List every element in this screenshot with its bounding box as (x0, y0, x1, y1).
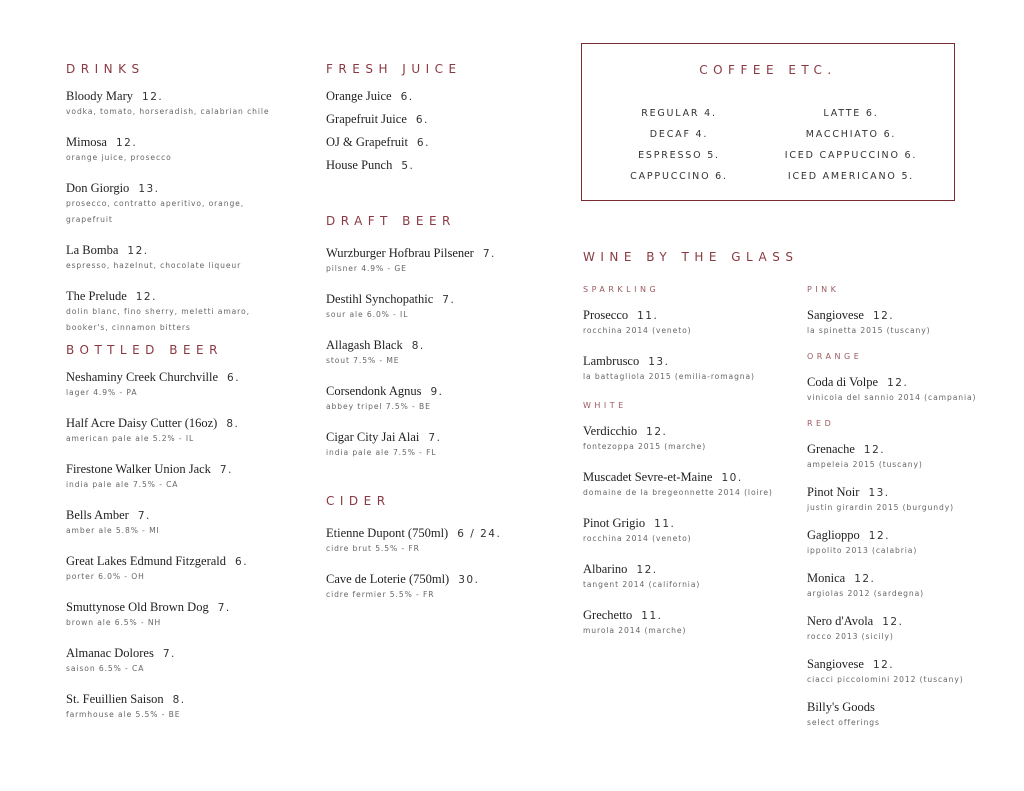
item-name-line (583, 423, 803, 439)
menu-item (807, 527, 1017, 559)
item-name: Grapefruit Juice (326, 112, 407, 126)
item-name-line (807, 656, 1017, 672)
item-price: 6. (227, 372, 241, 384)
item-name: OJ & Grapefruit (326, 135, 408, 149)
item-name: Grechetto (583, 608, 633, 622)
item-name-line (807, 374, 1017, 390)
item-name-line (66, 645, 306, 661)
menu-item (583, 469, 803, 501)
item-price: 30. (458, 574, 480, 586)
item-description: select offerings (807, 718, 880, 727)
menu-item (66, 369, 306, 401)
item-name: Sangiovese (807, 657, 864, 671)
item-name: Muscadet Sevre-et-Maine (583, 470, 713, 484)
item-description: prosecco, contratto aperitivo, orange, (66, 199, 245, 208)
coffee-list-left (604, 103, 754, 187)
item-description: india pale ale 7.5% - FL (326, 448, 437, 457)
draft-beer-section (326, 211, 566, 475)
item-name-line (326, 245, 566, 261)
section-title: BOTTLED BEER (66, 343, 223, 357)
menu-item (583, 423, 803, 455)
menu-item (807, 307, 1017, 339)
item-price: 11. (654, 518, 676, 530)
item-price: 8. (411, 340, 425, 352)
item-description: abbey tripel 7.5% - BE (326, 402, 431, 411)
item-price: 12. (863, 444, 886, 456)
wine-category-label: PINK (807, 285, 840, 294)
item-description: rocchina 2014 (veneto) (583, 326, 692, 335)
item-price: 8. (172, 694, 186, 706)
menu-item (583, 607, 803, 639)
item-description: vodka, tomato, horseradish, calabrian chile (66, 107, 270, 116)
item-description: ippolito 2013 (calabria) (807, 546, 918, 555)
menu-item (583, 515, 803, 547)
item-name: Cave de Loterie (750ml) (326, 572, 450, 586)
bottled-beer-section (66, 340, 306, 737)
item-description: argiolas 2012 (sardegna) (807, 589, 924, 598)
item-name: La Bomba (66, 243, 119, 257)
menu-item (583, 307, 803, 339)
menu-item (326, 525, 566, 557)
item-description: stout 7.5% - ME (326, 356, 400, 365)
item-name-line (326, 88, 566, 104)
menu-item (66, 553, 306, 585)
menu-item (326, 291, 566, 323)
item-price: 13. (648, 356, 670, 368)
item-price: 7. (482, 248, 496, 260)
item-name-line (66, 415, 306, 431)
item-name-line (66, 134, 306, 150)
item-description: ciacci piccolomini 2012 (tuscany) (807, 675, 964, 684)
coffee-item: DECAF 4. (649, 129, 709, 140)
menu-item (66, 461, 306, 493)
item-name: Smuttynose Old Brown Dog (66, 600, 209, 614)
item-description: ampeleia 2015 (tuscany) (807, 460, 923, 469)
item-name-line (807, 699, 1017, 715)
item-price: 11. (637, 310, 659, 322)
menu-item (807, 484, 1017, 516)
section-title: CIDER (326, 494, 391, 508)
item-price: 13. (138, 183, 160, 195)
item-price: 6. (416, 137, 430, 149)
menu-item (807, 656, 1017, 688)
item-name-line (326, 157, 566, 173)
item-price: 12. (646, 426, 668, 438)
item-name-line (583, 469, 803, 485)
wine-category-label: ORANGE (807, 352, 863, 361)
wine-category-label: RED (807, 419, 835, 428)
item-price: 7. (428, 432, 442, 444)
item-name: Neshaminy Creek Churchville (66, 370, 219, 384)
item-price: 7. (162, 648, 176, 660)
item-price: 12. (636, 564, 658, 576)
item-name-line (66, 599, 306, 615)
item-name-line (326, 111, 566, 127)
menu-item (66, 645, 306, 677)
menu-item (326, 337, 566, 369)
item-description: orange juice, prosecco (66, 153, 172, 162)
item-name: Don Giorgio (66, 181, 130, 195)
item-price: 12. (882, 616, 904, 628)
item-name: The Prelude (66, 289, 127, 303)
item-name-line (326, 525, 566, 541)
coffee-item: MACCHIATO 6. (805, 129, 897, 140)
item-name-line (66, 288, 306, 304)
menu-item (66, 415, 306, 447)
item-price: 6 / 24. (457, 528, 502, 540)
item-name-line (326, 429, 566, 445)
item-name: Albarino (583, 562, 628, 576)
item-name-line (807, 613, 1017, 629)
item-name: Destihl Synchopathic (326, 292, 434, 306)
menu-item (807, 613, 1017, 645)
item-description: porter 6.0% - OH (66, 572, 145, 581)
item-name-line (66, 507, 306, 523)
item-name: Firestone Walker Union Jack (66, 462, 211, 476)
item-name: Coda di Volpe (807, 375, 879, 389)
item-name: St. Feuillien Saison (66, 692, 164, 706)
menu-item (66, 180, 306, 228)
item-description: brown ale 6.5% - NH (66, 618, 162, 627)
item-name: Pinot Grigio (583, 516, 646, 530)
item-name: Allagash Black (326, 338, 403, 352)
item-name: Wurzburger Hofbrau Pilsener (326, 246, 474, 260)
item-price: 11. (641, 610, 663, 622)
item-description: la battagliola 2015 (emilia-romagna) (583, 372, 755, 381)
menu-item (583, 353, 803, 385)
item-name: Verdicchio (583, 424, 638, 438)
item-name-line (583, 561, 803, 577)
menu-item (326, 245, 566, 277)
item-name: Etienne Dupont (750ml) (326, 526, 449, 540)
item-name-line (583, 353, 803, 369)
item-name-line (326, 337, 566, 353)
section-title: DRAFT BEER (326, 214, 456, 228)
coffee-item: ICED AMERICANO 5. (787, 171, 915, 182)
item-name: House Punch (326, 158, 393, 172)
item-description: cidre fermier 5.5% - FR (326, 590, 435, 599)
item-price: 10. (721, 472, 743, 484)
item-price: 7. (137, 510, 151, 522)
item-name-line (807, 307, 1017, 323)
menu-item (326, 429, 566, 461)
item-price: 6. (235, 556, 249, 568)
item-description: lager 4.9% - PA (66, 388, 138, 397)
item-name-line (326, 291, 566, 307)
item-description: amber ale 5.8% - MI (66, 526, 160, 535)
item-name: Great Lakes Edmund Fitzgerald (66, 554, 227, 568)
item-name: Gaglioppo (807, 528, 860, 542)
menu-item (66, 599, 306, 631)
menu-item (583, 561, 803, 593)
menu-item (66, 242, 306, 274)
item-description: american pale ale 5.2% - IL (66, 434, 195, 443)
wine-list-left (583, 279, 803, 653)
menu-item (66, 691, 306, 723)
item-name-line (807, 527, 1017, 543)
item-name: Orange Juice (326, 89, 392, 103)
item-description: vinicola del sannio 2014 (campania) (807, 393, 977, 402)
item-price: 12. (135, 291, 157, 303)
item-price: 12. (887, 377, 909, 389)
item-price: 12. (854, 573, 876, 585)
coffee-box (581, 43, 955, 201)
item-description: rocco 2013 (sicily) (807, 632, 894, 641)
menu-item (326, 571, 566, 603)
item-price: 7. (219, 464, 233, 476)
menu-item (807, 441, 1017, 473)
item-description: murola 2014 (marche) (583, 626, 687, 635)
item-name: Prosecco (583, 308, 629, 322)
item-description: fontezoppa 2015 (marche) (583, 442, 707, 451)
coffee-item: REGULAR 4. (641, 108, 717, 119)
item-name-line (326, 383, 566, 399)
coffee-list-right (758, 103, 944, 187)
item-name: Half Acre Daisy Cutter (16oz) (66, 416, 218, 430)
item-description: dolin blanc, fino sherry, meletti amaro, (66, 307, 250, 316)
menu-item (326, 88, 566, 104)
menu-item (326, 157, 566, 173)
item-price: 7. (217, 602, 231, 614)
item-description: rocchina 2014 (veneto) (583, 534, 692, 543)
item-description: india pale ale 7.5% - CA (66, 480, 179, 489)
item-description: cidre brut 5.5% - FR (326, 544, 420, 553)
menu-item (66, 507, 306, 539)
wine-category-label: WHITE (583, 401, 627, 410)
menu-item (66, 134, 306, 166)
item-name-line (66, 553, 306, 569)
item-name-line (583, 307, 803, 323)
item-name: Corsendonk Agnus (326, 384, 422, 398)
item-name: Nero d'Avola (807, 614, 874, 628)
item-price: 5. (401, 160, 415, 172)
item-name-line (66, 242, 306, 258)
menu-item (326, 134, 566, 150)
item-name-line (66, 369, 306, 385)
item-name-line (66, 180, 306, 196)
menu-item (66, 88, 306, 120)
section-title: WINE BY THE GLASS (583, 250, 799, 264)
menu-item (326, 111, 566, 127)
item-name-line (807, 484, 1017, 500)
item-price: 13. (868, 487, 890, 499)
coffee-item: LATTE 6. (823, 108, 879, 119)
item-name: Bells Amber (66, 508, 129, 522)
item-price: 7. (442, 294, 456, 306)
item-description: domaine de la bregeonnette 2014 (loire) (583, 488, 773, 497)
item-price: 6. (400, 91, 414, 103)
wine-section-title-wrap (583, 247, 798, 267)
item-name: Billy's Goods (807, 700, 875, 714)
coffee-item: ICED CAPPUCCINO 6. (784, 150, 918, 161)
item-name: Grenache (807, 442, 855, 456)
item-description: booker's, cinnamon bitters (66, 323, 191, 332)
item-description: pilsner 4.9% - GE (326, 264, 407, 273)
fresh-juice-section (326, 59, 566, 180)
item-name: Sangiovese (807, 308, 864, 322)
item-price: 12. (142, 91, 164, 103)
section-title: COFFEE ETC. (699, 63, 837, 77)
item-name-line (66, 461, 306, 477)
menu-item (66, 288, 306, 336)
item-name-line (807, 441, 1017, 457)
item-price: 12. (115, 137, 138, 149)
item-description: espresso, hazelnut, chocolate liqueur (66, 261, 242, 270)
cider-section (326, 491, 566, 617)
item-description: grapefruit (66, 215, 113, 224)
item-name: Monica (807, 571, 846, 585)
coffee-item: ESPRESSO 5. (638, 150, 720, 161)
item-price: 9. (430, 386, 444, 398)
menu-item (807, 374, 1017, 406)
item-description: sour ale 6.0% - IL (326, 310, 409, 319)
drinks-section (66, 59, 306, 350)
item-name: Pinot Noir (807, 485, 860, 499)
item-description: farmhouse ale 5.5% - BE (66, 710, 181, 719)
item-name-line (583, 607, 803, 623)
item-name-line (66, 88, 306, 104)
item-name: Lambrusco (583, 354, 640, 368)
item-price: 8. (226, 418, 240, 430)
menu-item (807, 699, 1017, 731)
section-title: FRESH JUICE (326, 62, 462, 76)
item-price: 6. (415, 114, 429, 126)
item-name: Cigar City Jai Alai (326, 430, 420, 444)
coffee-item: CAPPUCCINO 6. (630, 171, 728, 182)
item-description: tangent 2014 (california) (583, 580, 701, 589)
item-price: 12. (872, 310, 895, 322)
item-name-line (583, 515, 803, 531)
item-price: 12. (127, 245, 149, 257)
wine-list-right (807, 279, 1017, 742)
item-description: la spinetta 2015 (tuscany) (807, 326, 931, 335)
section-title: DRINKS (66, 62, 145, 76)
menu-item (326, 383, 566, 415)
item-name: Bloody Mary (66, 89, 134, 103)
item-name-line (807, 570, 1017, 586)
item-name-line (326, 134, 566, 150)
menu-item (807, 570, 1017, 602)
item-price: 12. (872, 659, 895, 671)
item-description: saison 6.5% - CA (66, 664, 145, 673)
item-name: Mimosa (66, 135, 107, 149)
item-price: 12. (868, 530, 890, 542)
wine-category-label: SPARKLING (583, 285, 660, 294)
item-name-line (326, 571, 566, 587)
item-description: justin girardin 2015 (burgundy) (807, 503, 954, 512)
item-name: Almanac Dolores (66, 646, 154, 660)
item-name-line (66, 691, 306, 707)
